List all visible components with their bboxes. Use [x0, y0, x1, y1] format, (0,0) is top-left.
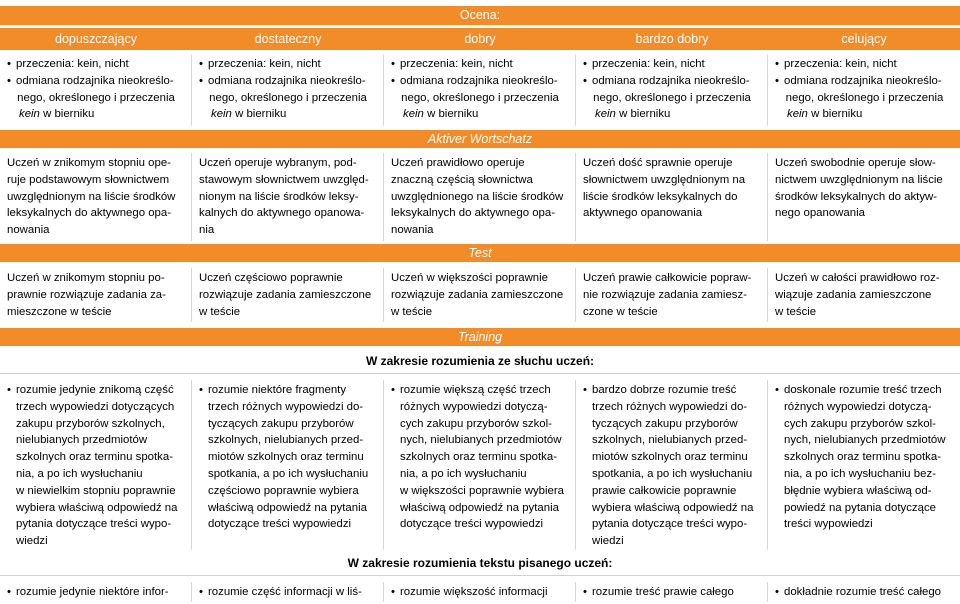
- listening-cell: [0, 380, 192, 550]
- list-item: [775, 73, 954, 90]
- vocab-row: [0, 153, 960, 241]
- text-line: trzech różnych wypowiedzi do-: [208, 400, 364, 413]
- text-line: mieszczone w teście: [7, 305, 112, 318]
- grammar-line: odmiana rodzajnika nieokreślo-: [400, 74, 558, 87]
- text-line: Uczeń prawie całkowicie popraw-: [583, 272, 752, 284]
- list-item: [391, 56, 569, 73]
- vocab-cell: [192, 153, 384, 241]
- grade-levels-header: [0, 28, 960, 50]
- grammar-line: przeczenia: kein, nicht: [400, 58, 513, 70]
- text-line: nie rozwiązuje zadania zamiesz-: [583, 288, 747, 301]
- grammar-line: nego, określonego i przeczenia: [593, 91, 751, 104]
- list-item: [583, 382, 761, 399]
- section-title: Aktiver Wortschatz: [427, 132, 533, 146]
- divider: [0, 373, 960, 374]
- text-line: Uczeń w znikomym stopniu ope-: [7, 157, 171, 169]
- divider: [0, 575, 960, 576]
- text-line: nego opanowania: [775, 207, 865, 220]
- list-item: [583, 56, 761, 73]
- text-line: nionym na liście środków leksy-: [199, 190, 359, 203]
- text-line: wiązuje zadania zamieszczone: [775, 288, 932, 301]
- text-line: liście środków leksykalnych do: [583, 190, 738, 203]
- grade-title-bar: [0, 6, 960, 25]
- listening-row: [0, 380, 960, 550]
- test-cell: [0, 268, 192, 322]
- text-line: w większości poprawnie wybiera: [400, 484, 564, 497]
- text-line: Uczeń w całości prawidłowo roz-: [775, 272, 940, 284]
- listening-cell: [384, 380, 576, 550]
- text-line: dotyczące treści wypowiedzi: [208, 518, 352, 531]
- text-line: ruje podstawowym słownictwem: [7, 173, 170, 186]
- list-item: [199, 584, 377, 601]
- section-bar-training: [0, 328, 960, 346]
- listening-cell: [192, 380, 384, 550]
- list-item: [7, 73, 185, 90]
- section-title: Training: [457, 330, 503, 344]
- text-line: trzech różnych wypowiedzi do-: [592, 400, 748, 413]
- text-line: dokładnie rozumie treść całego: [784, 586, 942, 598]
- text-line: nowania: [391, 224, 434, 237]
- list-item: [199, 382, 377, 399]
- text-line: właściwą odpowiedź na pytania: [400, 501, 559, 514]
- grammar-line: odmiana rodzajnika nieokreślo-: [592, 74, 750, 87]
- text-line: spotkania, a po ich wysłuchaniu: [592, 467, 753, 480]
- text-line: rozwiązuje zadania zamieszczone: [199, 288, 372, 301]
- grammar-italic: kein: [19, 108, 40, 121]
- text-line: leksykalnych do aktywnego opa-: [7, 207, 171, 220]
- text-line: cych zakupu przyborów szkol-: [784, 417, 936, 430]
- grammar-line: przeczenia: kein, nicht: [208, 58, 321, 70]
- text-line: nych, nielubianych przedmiotów: [784, 434, 946, 447]
- list-item: [7, 56, 185, 73]
- level-header: dopuszczający: [55, 32, 137, 46]
- text-line: bardzo dobrze rozumie treść: [592, 384, 737, 396]
- grammar-line: przeczenia: kein, nicht: [592, 58, 705, 70]
- list-item: [583, 108, 670, 120]
- grammar-cell: [0, 54, 192, 126]
- text-line: szkolnych oraz terminu spotka-: [400, 451, 557, 464]
- grammar-cell: [384, 54, 576, 126]
- vocab-cell: [576, 153, 768, 241]
- list-item: [391, 73, 569, 90]
- grammar-italic: kein: [211, 108, 232, 121]
- section-title: Test: [468, 246, 492, 260]
- vocab-cell: [384, 153, 576, 241]
- grammar-row: [0, 54, 960, 126]
- reading-cell: [0, 582, 192, 602]
- list-item: [391, 584, 569, 601]
- grammar-line: odmiana rodzajnika nieokreślo-: [784, 74, 942, 87]
- text-line: błędnie wybiera właściwą od-: [784, 484, 932, 497]
- list-item: [7, 382, 185, 399]
- text-line: treści wypowiedzi: [784, 518, 873, 531]
- grammar-line: przeczenia: kein, nicht: [784, 58, 897, 70]
- grammar-line: w bierniku: [807, 108, 863, 121]
- text-line: Uczeń operuje wybranym, pod-: [199, 157, 357, 169]
- text-line: różnych wypowiedzi dotyczą-: [400, 400, 548, 413]
- text-line: rozumie część informacji w liś-: [208, 586, 362, 598]
- text-line: rozumie treść prawie całego: [592, 586, 734, 598]
- text-line: zakupu przyborów szkolnych,: [16, 417, 165, 430]
- text-line: aktywnego opanowania: [583, 207, 703, 220]
- text-line: Uczeń w znikomym stopniu po-: [7, 272, 165, 284]
- test-cell: [192, 268, 384, 322]
- grammar-line: nego, określonego i przeczenia: [209, 91, 367, 104]
- list-item: [199, 399, 377, 533]
- text-line: słownictwem uwzględnionym na: [583, 173, 746, 186]
- text-line: doskonale rozumie treść trzech: [784, 384, 942, 396]
- list-item: [775, 399, 954, 533]
- test-cell: [768, 268, 960, 322]
- section-bar-test: [0, 244, 960, 262]
- text-line: wiedzi: [16, 535, 48, 548]
- text-line: uwzględnionym na liście środków: [7, 190, 176, 203]
- list-item: [391, 399, 569, 533]
- list-item: [775, 56, 954, 73]
- grammar-line: przeczenia: kein, nicht: [16, 58, 129, 70]
- text-line: nia, a po ich wysłuchaniu: [400, 467, 527, 480]
- reading-cell: [384, 582, 576, 602]
- text-line: w teście: [199, 305, 241, 318]
- grammar-line: nego, określonego i przeczenia: [17, 91, 175, 104]
- grammar-line: w bierniku: [39, 108, 95, 121]
- text-line: szkolnych, nielubianych przed-: [592, 434, 748, 447]
- reading-cell: [576, 582, 768, 602]
- grade-title: Ocena:: [459, 8, 501, 22]
- text-line: wiedzi: [592, 535, 624, 548]
- text-line: miotów szkolnych oraz terminu: [592, 451, 748, 464]
- text-line: stawowym słownictwem uwzględ-: [199, 173, 369, 186]
- text-line: rozumie jedynie znikomą część: [16, 384, 174, 396]
- list-item: [583, 584, 761, 601]
- list-item: [7, 399, 185, 550]
- grammar-italic: kein: [403, 108, 424, 121]
- text-line: Uczeń w większości poprawnie: [391, 272, 548, 284]
- reading-row: [0, 582, 960, 602]
- text-line: Uczeń swobodnie operuje słow-: [775, 157, 936, 169]
- text-line: Uczeń dość sprawnie operuje: [583, 157, 733, 169]
- reading-cell: [192, 582, 384, 602]
- text-line: różnych wypowiedzi dotyczą-: [784, 400, 932, 413]
- text-line: nowania: [7, 224, 50, 237]
- text-line: tyczących zakupu przyborów: [592, 417, 738, 430]
- text-line: prawie całkowicie poprawnie: [592, 484, 737, 497]
- text-line: rozumie większą część trzech: [400, 384, 551, 396]
- text-line: Uczeń prawidłowo operuje: [391, 157, 525, 169]
- text-line: czone w teście: [583, 305, 658, 318]
- text-line: znaczną częścią słownictwa: [391, 173, 533, 186]
- text-line: miotów szkolnych oraz terminu: [208, 451, 364, 464]
- list-item: [7, 584, 185, 601]
- grammar-line: w bierniku: [423, 108, 479, 121]
- text-line: w niewielkim stopniu poprawnie: [16, 484, 176, 497]
- list-item: [199, 73, 377, 90]
- vocab-cell: [768, 153, 960, 241]
- listening-heading: W zakresie rozumienia ze słuchu uczeń:: [365, 354, 595, 368]
- text-line: rozumie jedynie niektóre infor-: [16, 586, 169, 598]
- text-line: w teście: [391, 305, 433, 318]
- grammar-italic: kein: [595, 108, 616, 121]
- test-row: [0, 268, 960, 322]
- test-cell: [384, 268, 576, 322]
- text-line: rozumie większość informacji: [400, 586, 548, 598]
- vocab-cell: [0, 153, 192, 241]
- text-line: pytania dotyczące treści wypo-: [16, 518, 172, 531]
- grammar-cell: [576, 54, 768, 126]
- text-line: rozumie niektóre fragmenty: [208, 384, 347, 396]
- grammar-cell: [192, 54, 384, 126]
- list-item: [775, 584, 954, 601]
- listening-cell: [768, 380, 960, 550]
- text-line: cych zakupu przyborów szkol-: [400, 417, 552, 430]
- grammar-line: nego, określonego i przeczenia: [401, 91, 559, 104]
- text-line: dotyczące treści wypowiedzi: [400, 518, 544, 531]
- text-line: uwzględnionego na liście środków: [391, 190, 564, 203]
- text-line: szkolnych oraz terminu spotka-: [784, 451, 941, 464]
- level-header: celujący: [841, 32, 887, 46]
- test-cell: [576, 268, 768, 322]
- text-line: leksykalnych do aktywnego opa-: [391, 207, 555, 220]
- text-line: nia, a po ich wysłuchaniu bez-: [784, 467, 936, 480]
- text-line: trzech wypowiedzi dotyczących: [16, 400, 175, 413]
- list-item: [391, 382, 569, 399]
- text-line: nictwem uwzględnionym na liście: [775, 173, 943, 186]
- section-bar-vocab: [0, 130, 960, 148]
- text-line: właściwą odpowiedź na pytania: [208, 501, 367, 514]
- text-line: kalnych do aktywnego opanowa-: [199, 207, 365, 220]
- grammar-line: nego, określonego i przeczenia: [785, 91, 944, 104]
- list-item: [391, 108, 478, 120]
- list-item: [199, 108, 286, 120]
- text-line: prawnie rozwiązuje zadania za-: [7, 288, 166, 301]
- text-line: częściowo poprawnie wybiera: [208, 484, 359, 497]
- grammar-line: w bierniku: [615, 108, 671, 121]
- level-header: dostateczny: [254, 32, 322, 46]
- grammar-line: w bierniku: [231, 108, 287, 121]
- grammar-cell: [768, 54, 960, 126]
- grammar-italic: kein: [787, 108, 808, 121]
- list-item: [775, 382, 954, 399]
- listening-cell: [576, 380, 768, 550]
- level-header: dobry: [464, 32, 496, 46]
- text-line: pytania dotyczące treści wypo-: [592, 518, 748, 531]
- text-line: w teście: [775, 305, 817, 318]
- text-line: szkolnych oraz terminu spotka-: [16, 451, 173, 464]
- list-item: [583, 399, 761, 550]
- text-line: wybiera właściwą odpowiedź na: [16, 501, 178, 514]
- list-item: [775, 108, 862, 120]
- reading-heading: W zakresie rozumienia tekstu pisanego uczeń:: [347, 556, 613, 570]
- level-header: bardzo dobry: [635, 32, 709, 46]
- text-line: spotkania, a po ich wysłuchaniu: [208, 467, 369, 480]
- text-line: szkolnych, nielubianych przed-: [208, 434, 364, 447]
- text-line: wybiera właściwą odpowiedź na: [592, 501, 754, 514]
- list-item: [7, 108, 94, 120]
- text-line: powiedź na pytania dotyczące: [784, 501, 936, 514]
- text-line: rozwiązuje zadania zamieszczone: [391, 288, 564, 301]
- text-line: nia: [199, 224, 215, 237]
- text-line: środków leksykalnych do aktyw-: [775, 190, 938, 203]
- text-line: nielubianych przedmiotów: [16, 434, 148, 447]
- grammar-line: odmiana rodzajnika nieokreślo-: [208, 74, 366, 87]
- text-line: nia, a po ich wysłuchaniu: [16, 467, 143, 480]
- text-line: tyczących zakupu przyborów: [208, 417, 354, 430]
- list-item: [583, 73, 761, 90]
- text-line: nych, nielubianych przedmiotów: [400, 434, 562, 447]
- text-line: Uczeń częściowo poprawnie: [199, 272, 343, 284]
- reading-cell: [768, 582, 960, 602]
- list-item: [199, 56, 377, 73]
- grammar-line: odmiana rodzajnika nieokreślo-: [16, 74, 174, 87]
